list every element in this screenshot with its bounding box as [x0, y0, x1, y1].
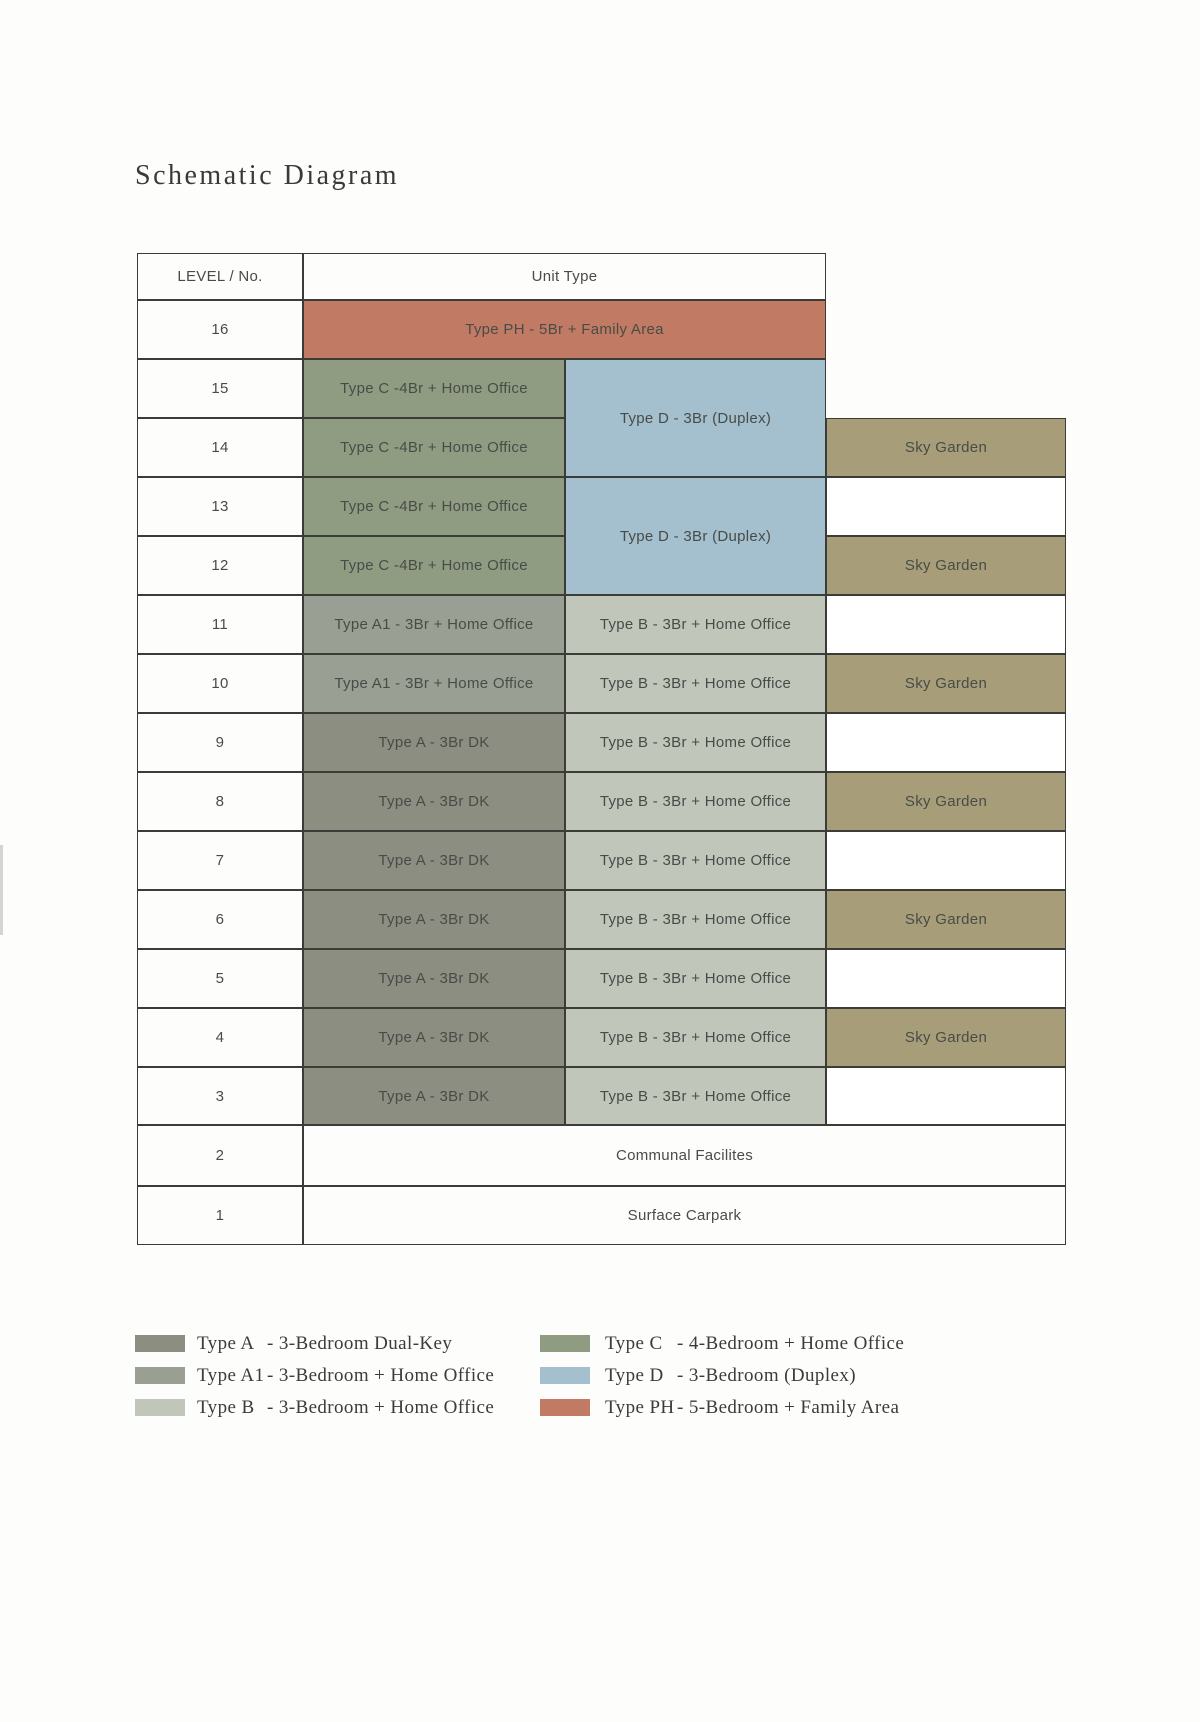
legend-row-type-b — [135, 1397, 494, 1418]
legend-desc-type-a: - 3-Bedroom Dual-Key — [267, 1332, 453, 1354]
legend-row-type-ph — [540, 1397, 899, 1418]
level-cell-11: 11 — [137, 595, 303, 654]
unit-cell-communal-2: Communal Facilites — [303, 1125, 1066, 1186]
unit-cell-a1-11: Type A1 - 3Br + Home Office — [303, 595, 565, 654]
legend-swatch-type-b — [135, 1399, 185, 1416]
unit-cell-a-3: Type A - 3Br DK — [303, 1067, 565, 1125]
unit-cell-b-7: Type B - 3Br + Home Office — [565, 831, 826, 890]
header-unit-type: Unit Type — [303, 253, 826, 300]
unit-cell-a1-10: Type A1 - 3Br + Home Office — [303, 654, 565, 713]
level-cell-12: 12 — [137, 536, 303, 595]
unit-cell-a-4: Type A - 3Br DK — [303, 1008, 565, 1067]
legend-desc-type-b: - 3-Bedroom + Home Office — [267, 1396, 495, 1418]
unit-cell-a-6: Type A - 3Br DK — [303, 890, 565, 949]
legend-label-type-c: Type C — [605, 1332, 663, 1354]
sky-garden-cell-12: Sky Garden — [826, 536, 1066, 595]
level-cell-9: 9 — [137, 713, 303, 772]
unit-cell-c-12: Type C -4Br + Home Office — [303, 536, 565, 595]
legend-desc-type-c: - 4-Bedroom + Home Office — [677, 1332, 905, 1354]
legend-row-type-d — [540, 1365, 856, 1386]
legend-swatch-type-d — [540, 1367, 590, 1384]
unit-cell-b-11: Type B - 3Br + Home Office — [565, 595, 826, 654]
unit-cell-b-4: Type B - 3Br + Home Office — [565, 1008, 826, 1067]
level-cell-13: 13 — [137, 477, 303, 536]
legend-row-type-a1 — [135, 1365, 494, 1386]
legend-label-type-d: Type D — [605, 1364, 664, 1386]
level-cell-14: 14 — [137, 418, 303, 477]
sky-column-empty-13 — [826, 477, 1066, 536]
unit-cell-a-9: Type A - 3Br DK — [303, 713, 565, 772]
unit-cell-a-7: Type A - 3Br DK — [303, 831, 565, 890]
sky-garden-cell-14: Sky Garden — [826, 418, 1066, 477]
level-cell-10: 10 — [137, 654, 303, 713]
unit-cell-d-13-12: Type D - 3Br (Duplex) — [565, 477, 826, 595]
level-cell-4: 4 — [137, 1008, 303, 1067]
level-cell-15: 15 — [137, 359, 303, 418]
unit-cell-ph-16: Type PH - 5Br + Family Area — [303, 300, 826, 359]
sky-garden-cell-10: Sky Garden — [826, 654, 1066, 713]
legend-label-type-a: Type A — [197, 1332, 255, 1354]
level-cell-7: 7 — [137, 831, 303, 890]
level-cell-2: 2 — [137, 1125, 303, 1186]
legend-swatch-type-ph — [540, 1399, 590, 1416]
unit-cell-b-10: Type B - 3Br + Home Office — [565, 654, 826, 713]
sky-column-empty-9 — [826, 713, 1066, 772]
legend-swatch-type-c — [540, 1335, 590, 1352]
legend-label-type-ph: Type PH — [605, 1396, 675, 1418]
page-edge-artifact — [0, 845, 3, 935]
sky-garden-cell-8: Sky Garden — [826, 772, 1066, 831]
level-cell-6: 6 — [137, 890, 303, 949]
sky-garden-cell-6: Sky Garden — [826, 890, 1066, 949]
level-cell-3: 3 — [137, 1067, 303, 1125]
legend-desc-type-ph: - 5-Bedroom + Family Area — [677, 1396, 900, 1418]
unit-cell-a-8: Type A - 3Br DK — [303, 772, 565, 831]
unit-cell-c-15: Type C -4Br + Home Office — [303, 359, 565, 418]
legend-label-type-b: Type B — [197, 1396, 255, 1418]
sky-column-empty-5 — [826, 949, 1066, 1008]
unit-cell-b-9: Type B - 3Br + Home Office — [565, 713, 826, 772]
unit-cell-c-14: Type C -4Br + Home Office — [303, 418, 565, 477]
sky-column-empty-3 — [826, 1067, 1066, 1125]
unit-cell-b-6: Type B - 3Br + Home Office — [565, 890, 826, 949]
legend-desc-type-a1: - 3-Bedroom + Home Office — [267, 1364, 495, 1386]
header-level-no: LEVEL / No. — [137, 253, 303, 300]
sky-column-empty-11 — [826, 595, 1066, 654]
unit-cell-b-5: Type B - 3Br + Home Office — [565, 949, 826, 1008]
sky-garden-cell-4: Sky Garden — [826, 1008, 1066, 1067]
sky-column-empty-7 — [826, 831, 1066, 890]
stacking-diagram-table — [137, 253, 1066, 1245]
unit-cell-carpark-1: Surface Carpark — [303, 1186, 1066, 1245]
page-title: Schematic Diagram — [135, 160, 400, 191]
level-cell-8: 8 — [137, 772, 303, 831]
legend-desc-type-d: - 3-Bedroom (Duplex) — [677, 1364, 856, 1386]
unit-cell-b-3: Type B - 3Br + Home Office — [565, 1067, 826, 1125]
legend-label-type-a1: Type A1 — [197, 1364, 265, 1386]
legend-row-type-c — [540, 1333, 904, 1354]
level-cell-5: 5 — [137, 949, 303, 1008]
unit-cell-d-15-14: Type D - 3Br (Duplex) — [565, 359, 826, 477]
legend-swatch-type-a1 — [135, 1367, 185, 1384]
unit-cell-a-5: Type A - 3Br DK — [303, 949, 565, 1008]
unit-cell-c-13: Type C -4Br + Home Office — [303, 477, 565, 536]
level-cell-1: 1 — [137, 1186, 303, 1245]
unit-cell-b-8: Type B - 3Br + Home Office — [565, 772, 826, 831]
legend-row-type-a — [135, 1333, 452, 1354]
level-cell-16: 16 — [137, 300, 303, 359]
legend-swatch-type-a — [135, 1335, 185, 1352]
